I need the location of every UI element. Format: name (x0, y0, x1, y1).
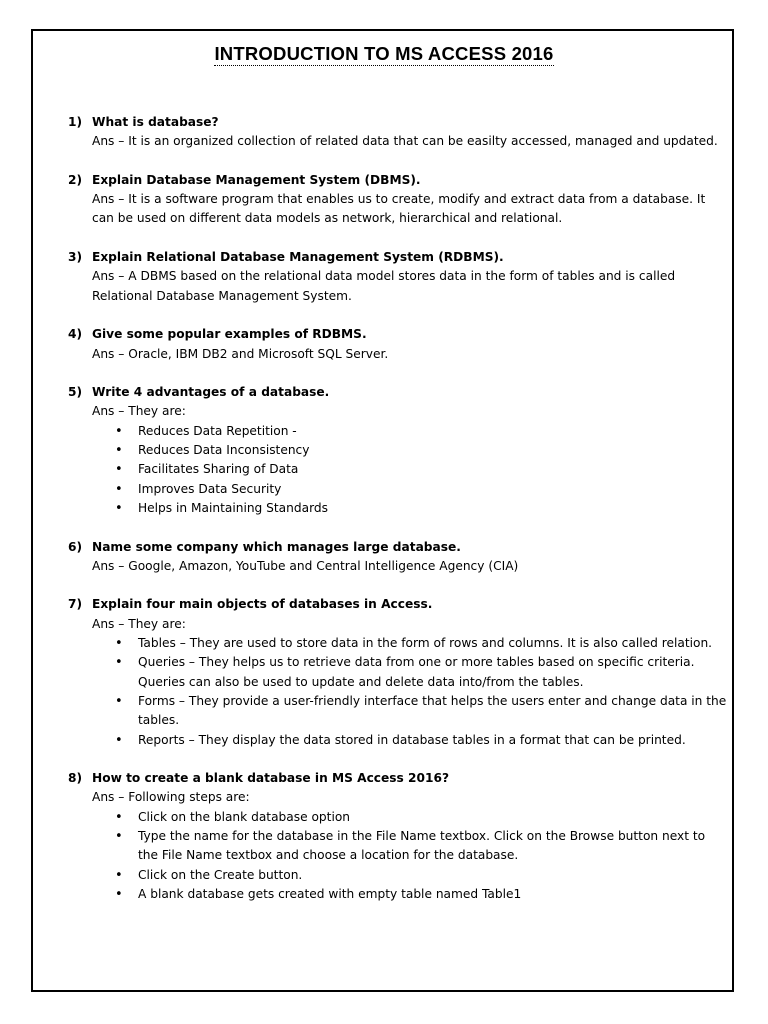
bullet-item: • Facilitates Sharing of Data (138, 460, 728, 479)
question-text: Explain Database Management System (DBMS). (92, 172, 421, 187)
answer-bullet-list (68, 422, 728, 518)
answer-text: Ans – It is an organized collection of related data that can be easilty accessed, managed and updated. (92, 134, 718, 149)
answer-text: Ans – A DBMS based on the relational data model stores data in the form of tables and is called Relational Database Management System. (92, 269, 676, 303)
question-text: Explain Relational Database Management System (RDBMS). (92, 250, 504, 265)
question-text: Write 4 advantages of a database. (92, 385, 330, 400)
question-number: 1) (68, 115, 83, 129)
question-heading (68, 595, 728, 614)
question-number: 7) (68, 597, 83, 612)
question-item (68, 769, 728, 904)
bullet-item: • Improves Data Security (138, 480, 728, 499)
question-item (68, 595, 728, 749)
question-text: What is database? (92, 115, 219, 129)
question-heading (68, 171, 728, 190)
question-item (68, 171, 728, 229)
question-number: 3) (68, 250, 83, 265)
bullet-item: • Type the name for the database in the File Name textbox. Click on the Browse button next to the File Name textbox and choose a location for the database. (138, 827, 728, 866)
bullet-item: • Queries – They helps us to retrieve data from one or more tables based on specific criteria. Queries can also be used to update and delete data into/from the tables. (138, 653, 728, 692)
question-item (68, 383, 728, 518)
answer-text: Ans – Following steps are: (92, 790, 250, 805)
question-item (68, 113, 728, 152)
answer-bullet-list (68, 634, 728, 750)
answer-text: Ans – They are: (92, 616, 186, 631)
question-number: 8) (68, 771, 83, 786)
question-heading (68, 769, 728, 788)
question-heading (68, 538, 728, 557)
question-text: Give some popular examples of RDBMS. (92, 327, 367, 342)
question-item (68, 248, 728, 306)
question-text: Explain four main objects of databases in Access. (92, 597, 433, 612)
bullet-item: • Click on the blank database option (138, 808, 728, 827)
question-heading (68, 325, 728, 344)
question-text: How to create a blank database in MS Access 2016? (92, 771, 450, 786)
question-heading (68, 383, 728, 402)
question-heading (68, 248, 728, 267)
question-item (68, 538, 728, 577)
bullet-item: • Reduces Data Repetition - (138, 422, 728, 441)
bullet-item: • Helps in Maintaining Standards (138, 499, 728, 518)
answer-text: Ans – Oracle, IBM DB2 and Microsoft SQL Server. (92, 346, 389, 361)
answer-text: Ans – They are: (92, 404, 186, 419)
question-number: 4) (68, 327, 83, 342)
page-title-wrapper (0, 43, 768, 65)
question-item (68, 325, 728, 364)
question-number: 6) (68, 539, 83, 554)
bullet-item: • Tables – They are used to store data in the form of rows and columns. It is also called relation. (138, 634, 728, 653)
bullet-item: • Reduces Data Inconsistency (138, 441, 728, 460)
question-number: 2) (68, 172, 83, 187)
page-title: INTRODUCTION TO MS ACCESS 2016 (214, 43, 554, 64)
answer-text: Ans – It is a software program that enables us to create, modify and extract data from a database. It can be used on different data models as network, hierarchical and relational. (92, 192, 706, 226)
question-heading (68, 113, 728, 132)
bullet-item: • Reports – They display the data stored in database tables in a format that can be printed. (138, 731, 728, 750)
question-text: Name some company which manages large database. (92, 539, 461, 554)
bullet-item: • Forms – They provide a user-friendly interface that helps the users enter and change data in the tables. (138, 692, 728, 731)
bullet-item: • Click on the Create button. (138, 866, 728, 885)
question-list (68, 113, 728, 923)
bullet-item: • A blank database gets created with empty table named Table1 (138, 885, 728, 904)
answer-text: Ans – Google, Amazon, YouTube and Central Intelligence Agency (CIA) (92, 558, 519, 573)
question-number: 5) (68, 385, 83, 400)
answer-bullet-list (68, 808, 728, 904)
